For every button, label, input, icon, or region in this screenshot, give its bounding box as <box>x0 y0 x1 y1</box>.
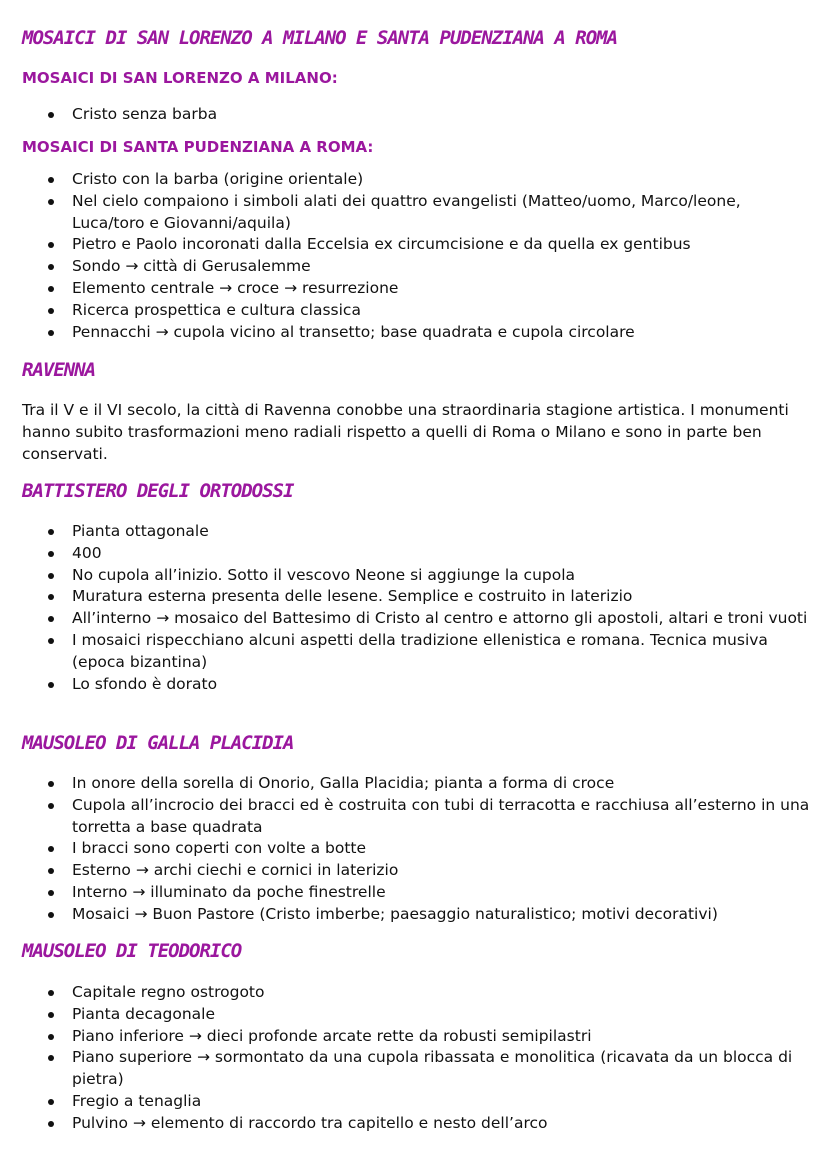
list-item: In onore della sorella di Onorio, Galla Placidia; pianta a forma di croce <box>0 773 828 795</box>
list-roma <box>0 169 828 343</box>
list-item: Pennacchi → cupola vicino al transetto; base quadrata e cupola circolare <box>0 322 828 344</box>
list-item: Fregio a tenaglia <box>0 1091 828 1113</box>
list-item: Pianta ottagonale <box>0 521 828 543</box>
heading-roma: MOSAICI DI SANTA PUDENZIANA A ROMA: <box>22 138 374 156</box>
list-item: Lo sfondo è dorato <box>0 674 828 696</box>
heading-teodorico: MAUSOLEO DI TEODORICO <box>22 940 242 962</box>
list-item: Cristo con la barba (origine orientale) <box>0 169 828 191</box>
list-item: 400 <box>0 543 828 565</box>
list-item: Elemento centrale → croce → resurrezione <box>0 278 828 300</box>
list-item: I bracci sono coperti con volte a botte <box>0 838 828 860</box>
heading-ravenna: RAVENNA <box>22 359 96 381</box>
list-item: Mosaici → Buon Pastore (Cristo imberbe; paesaggio naturalistico; motivi decorativi) <box>0 904 828 926</box>
page-title: MOSAICI DI SAN LORENZO A MILANO E SANTA PUDENZIANA A ROMA <box>22 27 618 49</box>
list-item: Interno → illuminato da poche finestrelle <box>0 882 828 904</box>
list-item: Sondo → città di Gerusalemme <box>0 256 828 278</box>
list-item: Pianta decagonale <box>0 1004 828 1026</box>
paragraph-ravenna: Tra il V e il VI secolo, la città di Ravenna conobbe una straordinaria stagione artistica. I monumenti hanno subito trasformazioni meno radiali rispetto a quelli di Roma o Milano e sono in parte ben conservati. <box>22 401 789 463</box>
list-item: Muratura esterna presenta delle lesene. Semplice e costruito in laterizio <box>0 586 828 608</box>
list-item: Pulvino → elemento di raccordo tra capitello e nesto dell’arco <box>0 1113 828 1135</box>
list-item: No cupola all’inizio. Sotto il vescovo Neone si aggiunge la cupola <box>0 565 828 587</box>
list-teodorico <box>0 982 828 1135</box>
heading-galla-placidia: MAUSOLEO DI GALLA PLACIDIA <box>22 732 294 754</box>
list-item: Capitale regno ostrogoto <box>0 982 828 1004</box>
list-item: Piano inferiore → dieci profonde arcate rette da robusti semipilastri <box>0 1026 828 1048</box>
list-item: Esterno → archi ciechi e cornici in laterizio <box>0 860 828 882</box>
list-item: All’interno → mosaico del Battesimo di Cristo al centro e attorno gli apostoli, altari e troni vuoti <box>0 608 828 630</box>
list-item: Ricerca prospettica e cultura classica <box>0 300 828 322</box>
list-galla-placidia <box>0 773 828 926</box>
list-battistero <box>0 521 828 695</box>
list-item: Cristo senza barba <box>0 104 828 126</box>
list-item: Pietro e Paolo incoronati dalla Eccelsia ex circumcisione e da quella ex gentibus <box>0 234 828 256</box>
heading-milano: MOSAICI DI SAN LORENZO A MILANO: <box>22 69 338 87</box>
list-item: I mosaici rispecchiano alcuni aspetti della tradizione ellenistica e romana. Tecnica musiva (epoca bizantina) <box>0 630 828 674</box>
list-item: Nel cielo compaiono i simboli alati dei quattro evangelisti (Matteo/uomo, Marco/leone, Luca/toro e Giovanni/aquila) <box>0 191 828 235</box>
heading-battistero: BATTISTERO DEGLI ORTODOSSI <box>22 480 294 502</box>
list-milano <box>0 104 828 126</box>
list-item: Cupola all’incrocio dei bracci ed è costruita con tubi di terracotta e racchiusa all’esterno in una torretta a base quadrata <box>0 795 828 839</box>
list-item: Piano superiore → sormontato da una cupola ribassata e monolitica (ricavata da un blocca di pietra) <box>0 1047 828 1091</box>
